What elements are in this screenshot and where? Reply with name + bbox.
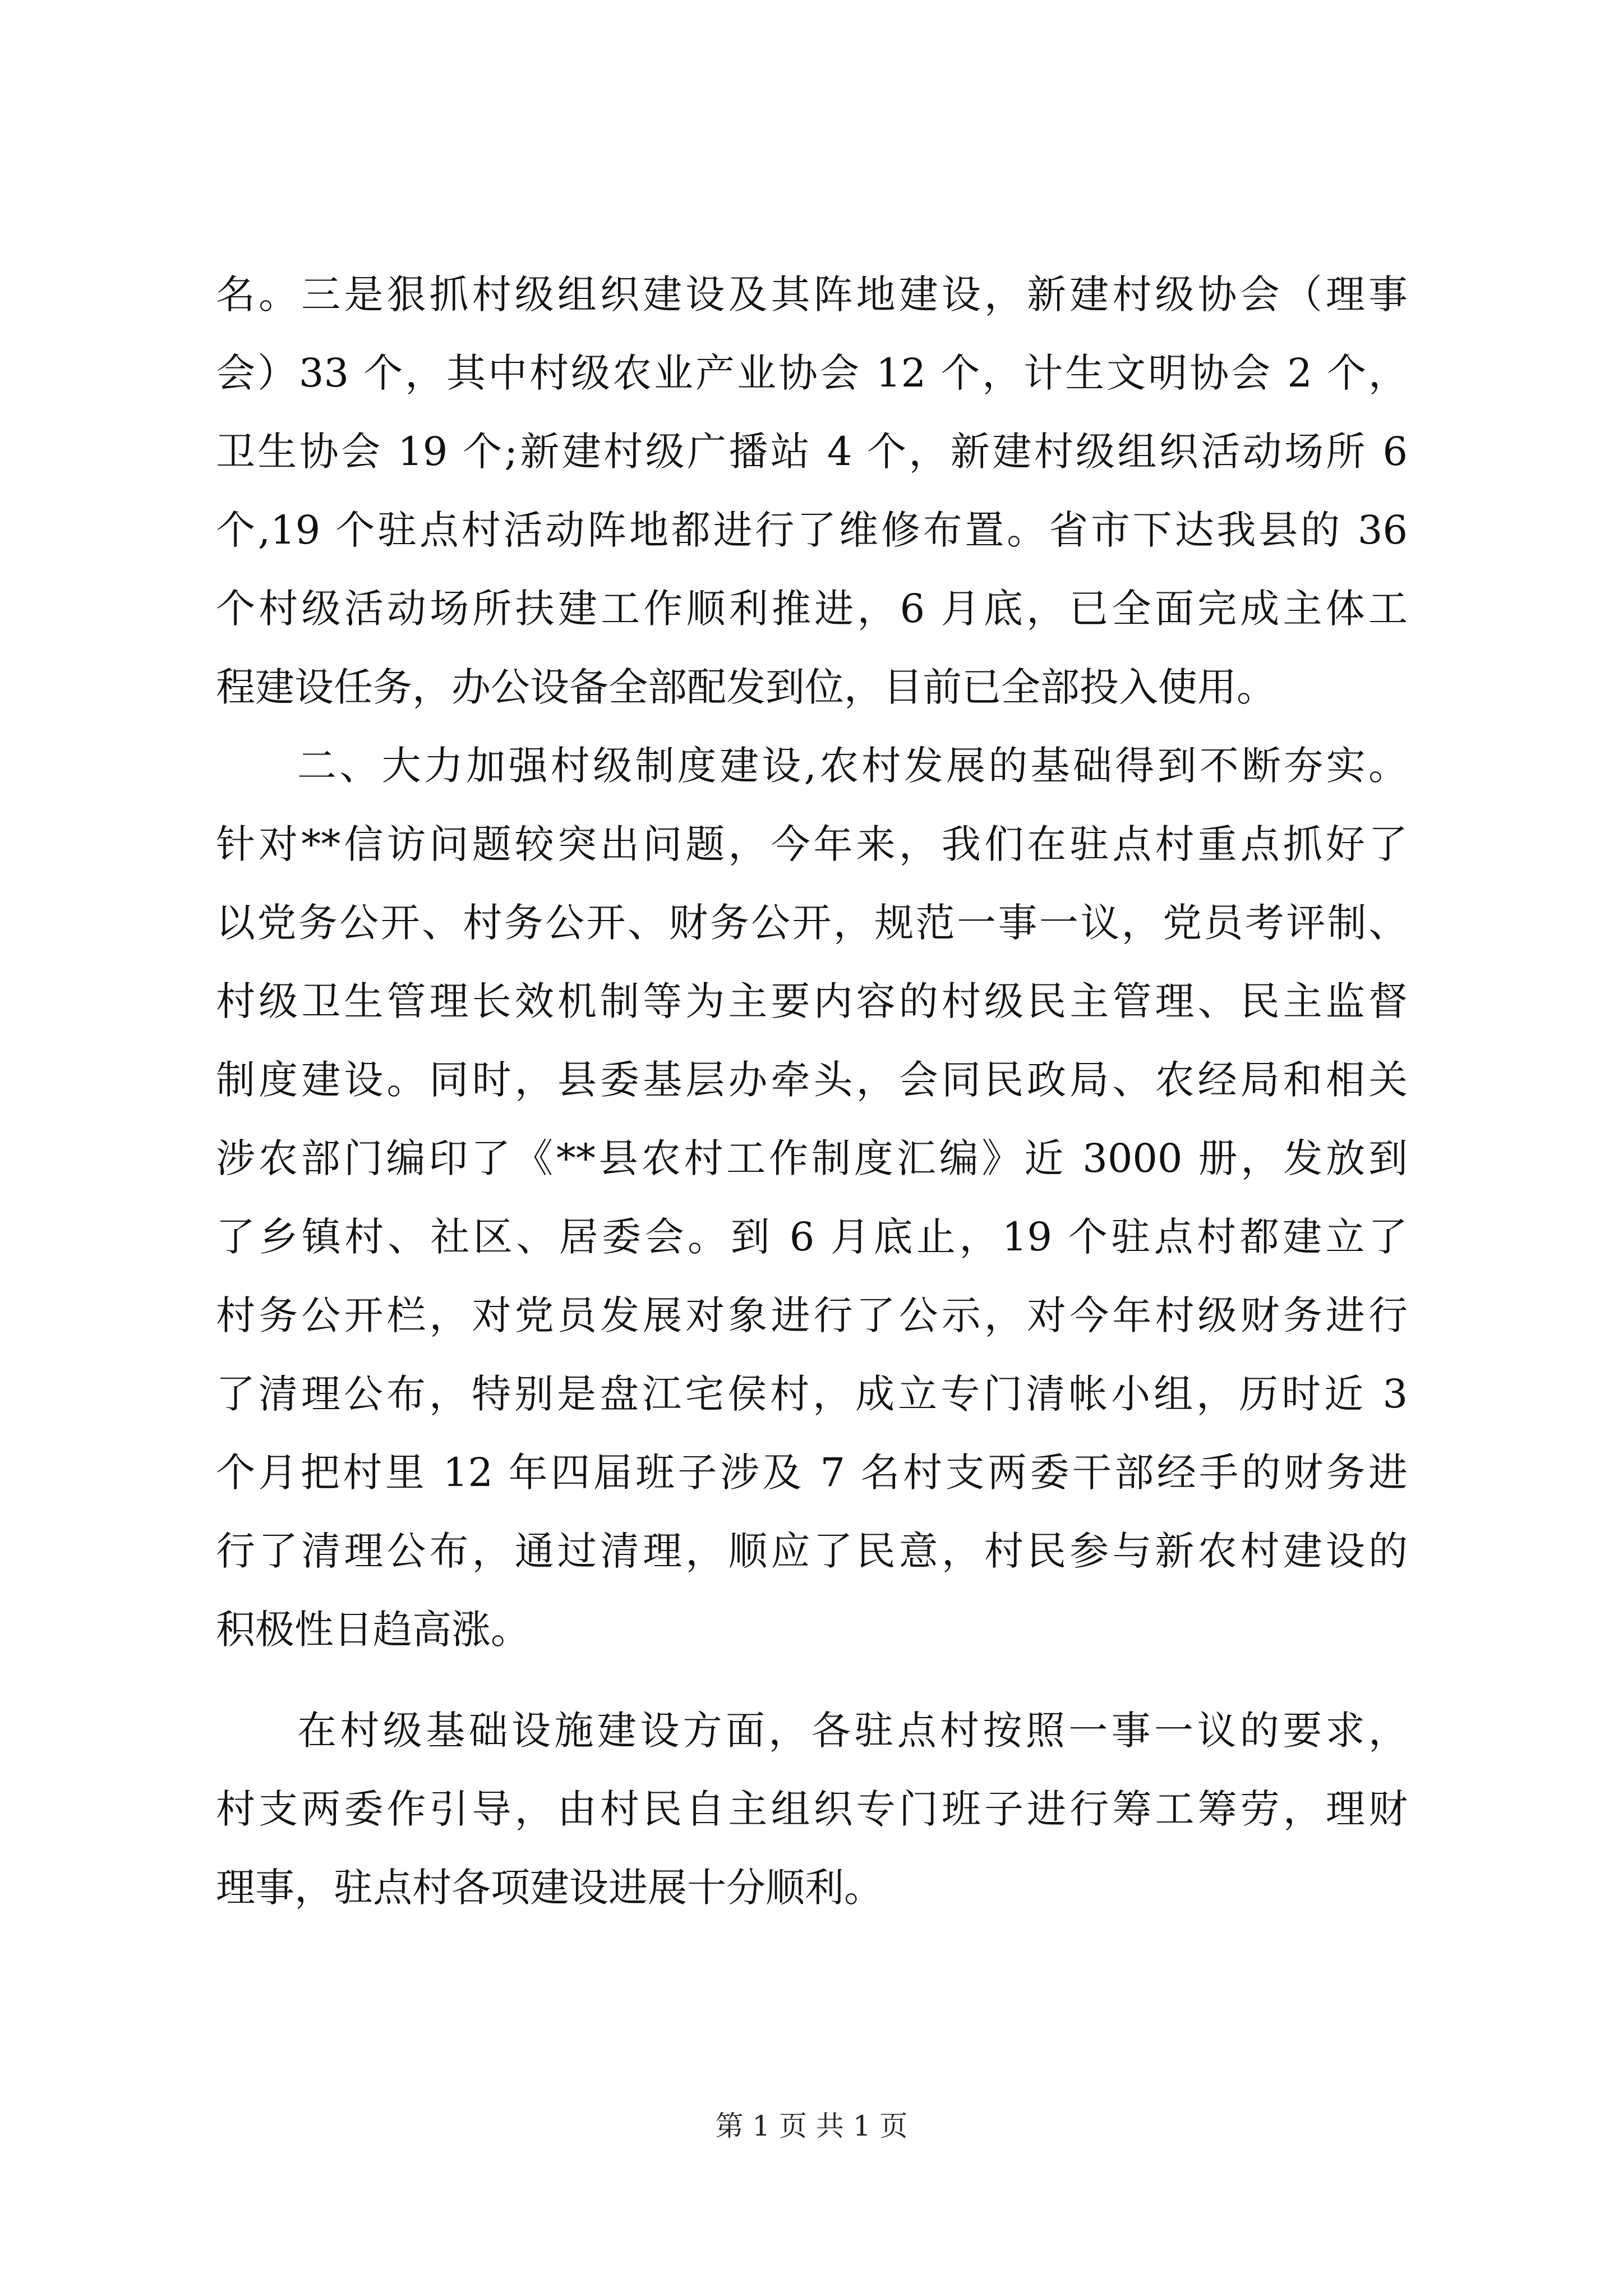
text-line: 个,19 个驻点村活动阵地都进行了维修布置。省市下达我县的 36 (216, 507, 1408, 553)
text-line: 村务公开栏，对党员发展对象进行了公示，对今年村级财务进行 (216, 1292, 1408, 1338)
text-line: 以党务公开、村务公开、财务公开，规范一事一议，党员考评制、 (216, 900, 1408, 946)
document-body (216, 255, 1408, 1927)
text-line: 积极性日趋高涨。 (216, 1607, 530, 1653)
section-heading-line: 二、大力加强村级制度建设,农村发展的基础得到不断夯实。 (297, 743, 1408, 789)
text-line: 村支两委作引导，由村民自主组织专门班子进行筹工筹劳，理财 (216, 1786, 1408, 1832)
text-line: 理事，驻点村各项建设进展十分顺利。 (216, 1865, 883, 1911)
paragraph-1 (216, 255, 1408, 726)
text-line: 了乡镇村、社区、居委会。到 6 月底止，19 个驻点村都建立了 (216, 1214, 1408, 1260)
text-line: 了清理公布，特别是盘江宅侯村，成立专门清帐小组，历时近 3 (216, 1371, 1408, 1417)
text-line: 制度建设。同时，县委基层办牵头，会同民政局、农经局和相关 (216, 1057, 1408, 1103)
text-line: 村级卫生管理长效机制等为主要内容的村级民主管理、民主监督 (216, 978, 1408, 1024)
paragraph-3 (216, 1691, 1408, 1927)
page-number-footer: 第 1 页 共 1 页 (715, 2110, 908, 2142)
text-line: 个月把村里 12 年四届班子涉及 7 名村支两委干部经手的财务进 (216, 1450, 1408, 1496)
text-line: 名。三是狠抓村级组织建设及其阵地建设，新建村级协会（理事 (216, 272, 1408, 318)
text-line: 卫生协会 19 个;新建村级广播站 4 个，新建村级组织活动场所 6 (216, 429, 1408, 475)
text-line: 涉农部门编印了《**县农村工作制度汇编》近 3000 册，发放到 (216, 1135, 1408, 1181)
text-line: 行了清理公布，通过清理，顺应了民意，村民参与新农村建设的 (216, 1528, 1408, 1574)
text-line: 针对**信访问题较突出问题，今年来，我们在驻点村重点抓好了 (216, 821, 1408, 867)
text-line: 会）33 个，其中村级农业产业协会 12 个，计生文明协会 2 个， (216, 350, 1408, 396)
text-line: 在村级基础设施建设方面，各驻点村按照一事一议的要求， (297, 1708, 1408, 1754)
text-line: 个村级活动场所扶建工作顺利推进，6 月底，已全面完成主体工 (216, 586, 1408, 632)
paragraph-spacer (216, 1669, 1408, 1691)
text-line: 程建设任务，办公设备全部配发到位，目前已全部投入使用。 (216, 664, 1276, 710)
paragraph-2 (216, 726, 1408, 1669)
